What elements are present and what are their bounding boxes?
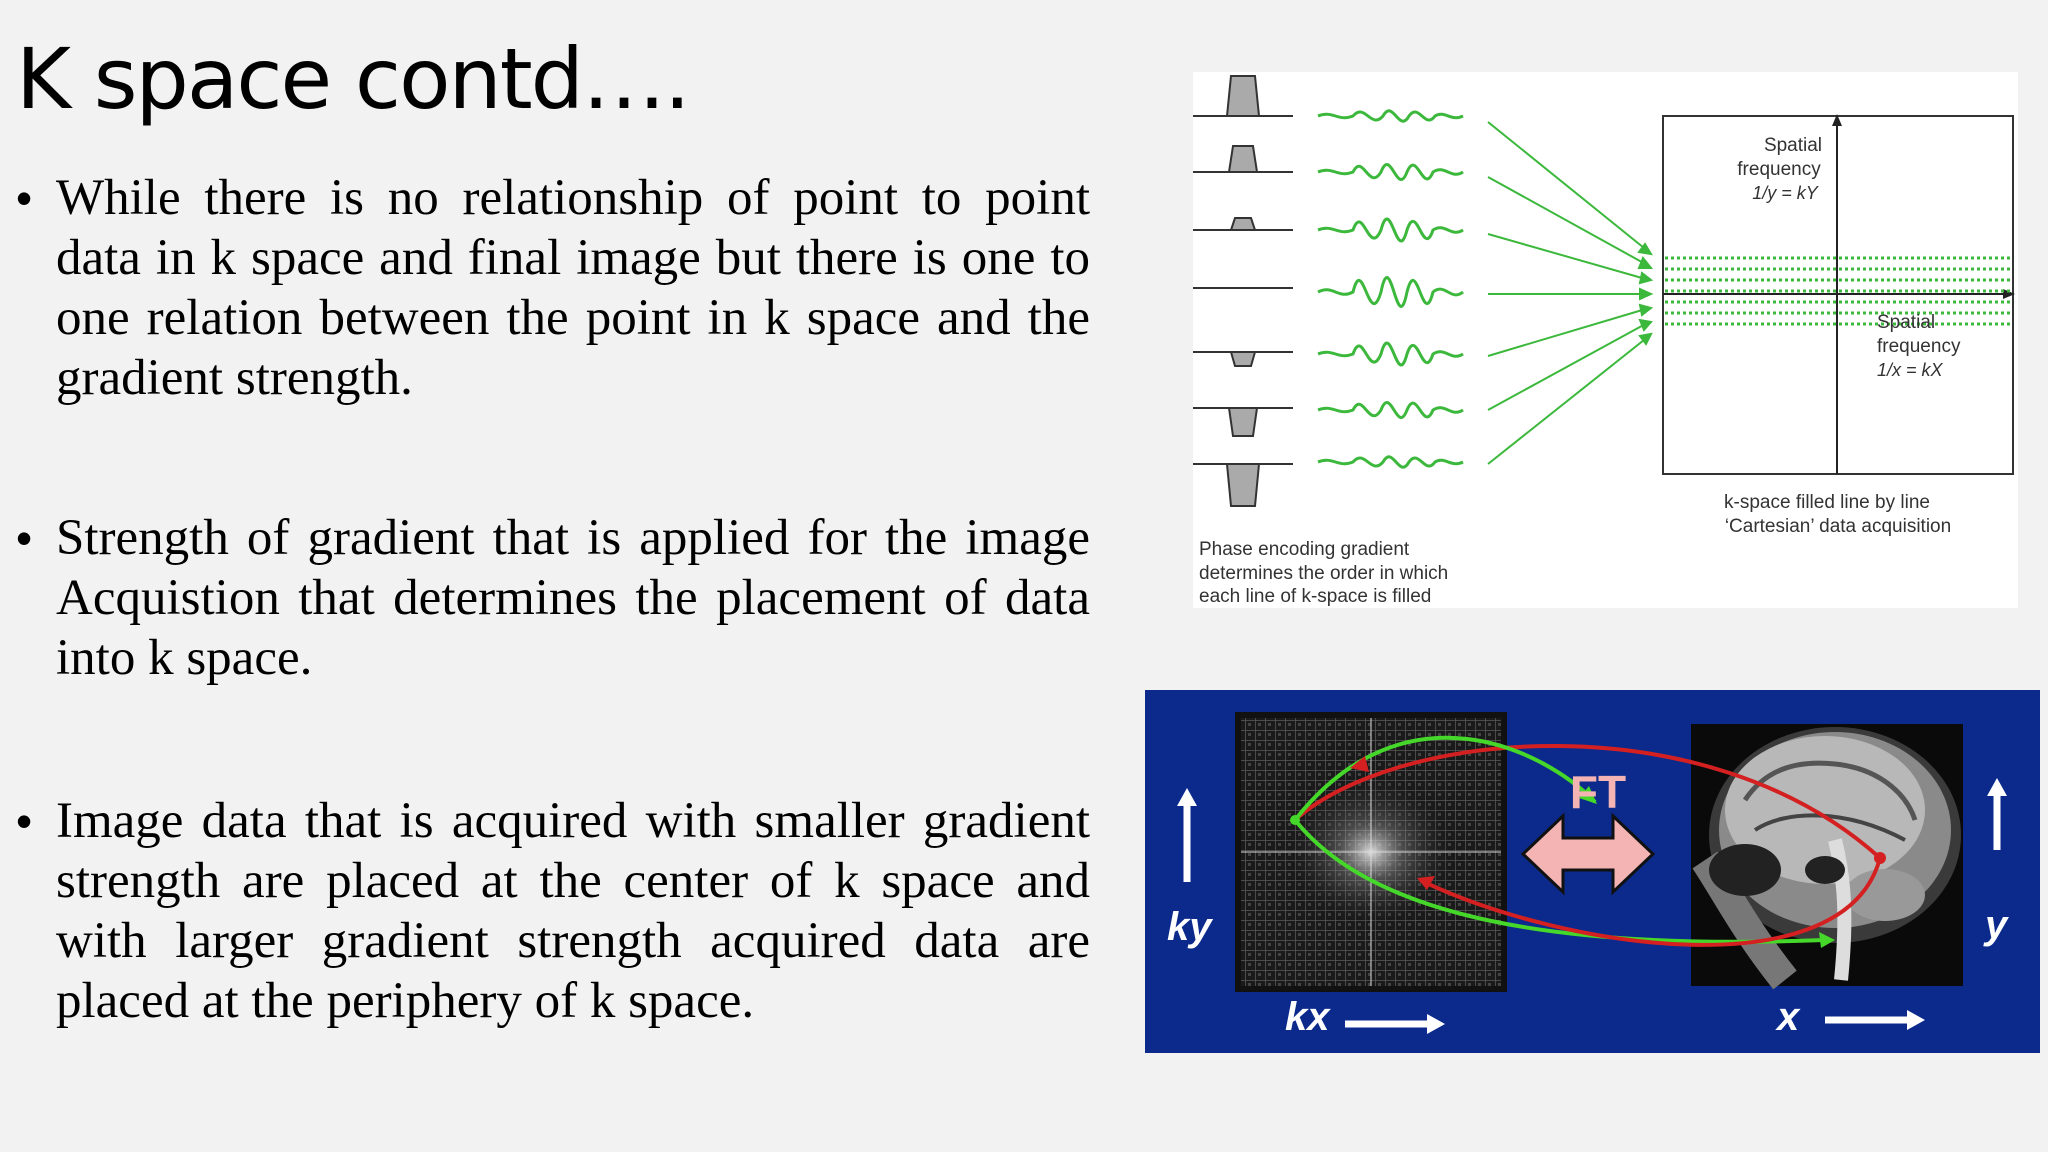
mapping-arrows: [1488, 122, 1651, 464]
fourier-transform-figure: [1145, 690, 2040, 1053]
ft-label: FT: [1569, 766, 1627, 818]
bullet-item: [16, 168, 1090, 408]
ky-axis-label: ky: [1167, 905, 1212, 949]
phase-encoding-figure: [1193, 72, 2018, 608]
ky-label-line1: Spatial: [1763, 135, 1823, 156]
bullet-text: Strength of gradient that is applied for the image Acquistion that determines the placement of data into k space.: [56, 510, 1090, 686]
x-axis-label: x: [1777, 995, 1800, 1039]
ky-label-line2: frequency: [1737, 159, 1821, 180]
bullet-item: [16, 791, 1090, 1031]
bullet-text: Image data that is acquired with smaller gradient strength are placed at the center of k space and with larger gradient strength acquired data are placed at the periphery of k space.: [56, 793, 1090, 1029]
y-axis-label: y: [1985, 903, 2008, 947]
image-point: [1874, 852, 1886, 864]
signal-waves: [1318, 111, 1463, 467]
kspace-caption-line2: ‘Cartesian’ data acquisition: [1724, 516, 1952, 537]
kx-label-line3: 1/x = kX: [1877, 360, 1943, 380]
brain-mri-image: [1691, 724, 1963, 986]
bullet-dot-icon: •: [16, 795, 33, 847]
phase-caption-line2: determines the order in which: [1199, 563, 1449, 584]
bullet-item: [16, 508, 1090, 688]
phase-caption-line1: Phase encoding gradient: [1199, 539, 1410, 560]
kx-label-line2: frequency: [1877, 336, 1961, 357]
phase-encoding-diagram: [1193, 72, 2018, 608]
ky-label-line3: 1/y = kY: [1752, 183, 1818, 203]
bullet-text: While there is no relationship of point to point data in k space and final image but there is one to one relation between the point in k space and the gradient strength.: [56, 170, 1090, 406]
kx-axis-label: kx: [1285, 995, 1330, 1039]
bullet-dot-icon: •: [16, 172, 33, 224]
phase-caption-line3: each line of k-space is filled: [1199, 586, 1432, 607]
bullet-dot-icon: •: [16, 512, 33, 564]
fourier-transform-diagram: [1145, 690, 2040, 1053]
gradient-lobes: [1193, 76, 1293, 506]
kspace-point: [1290, 815, 1300, 825]
slide-title: K space contd….: [16, 30, 689, 128]
kspace-caption-line1: k-space filled line by line: [1724, 492, 1930, 513]
kx-label-line1: Spatial: [1877, 312, 1936, 333]
ft-double-arrow-icon: [1523, 816, 1653, 892]
